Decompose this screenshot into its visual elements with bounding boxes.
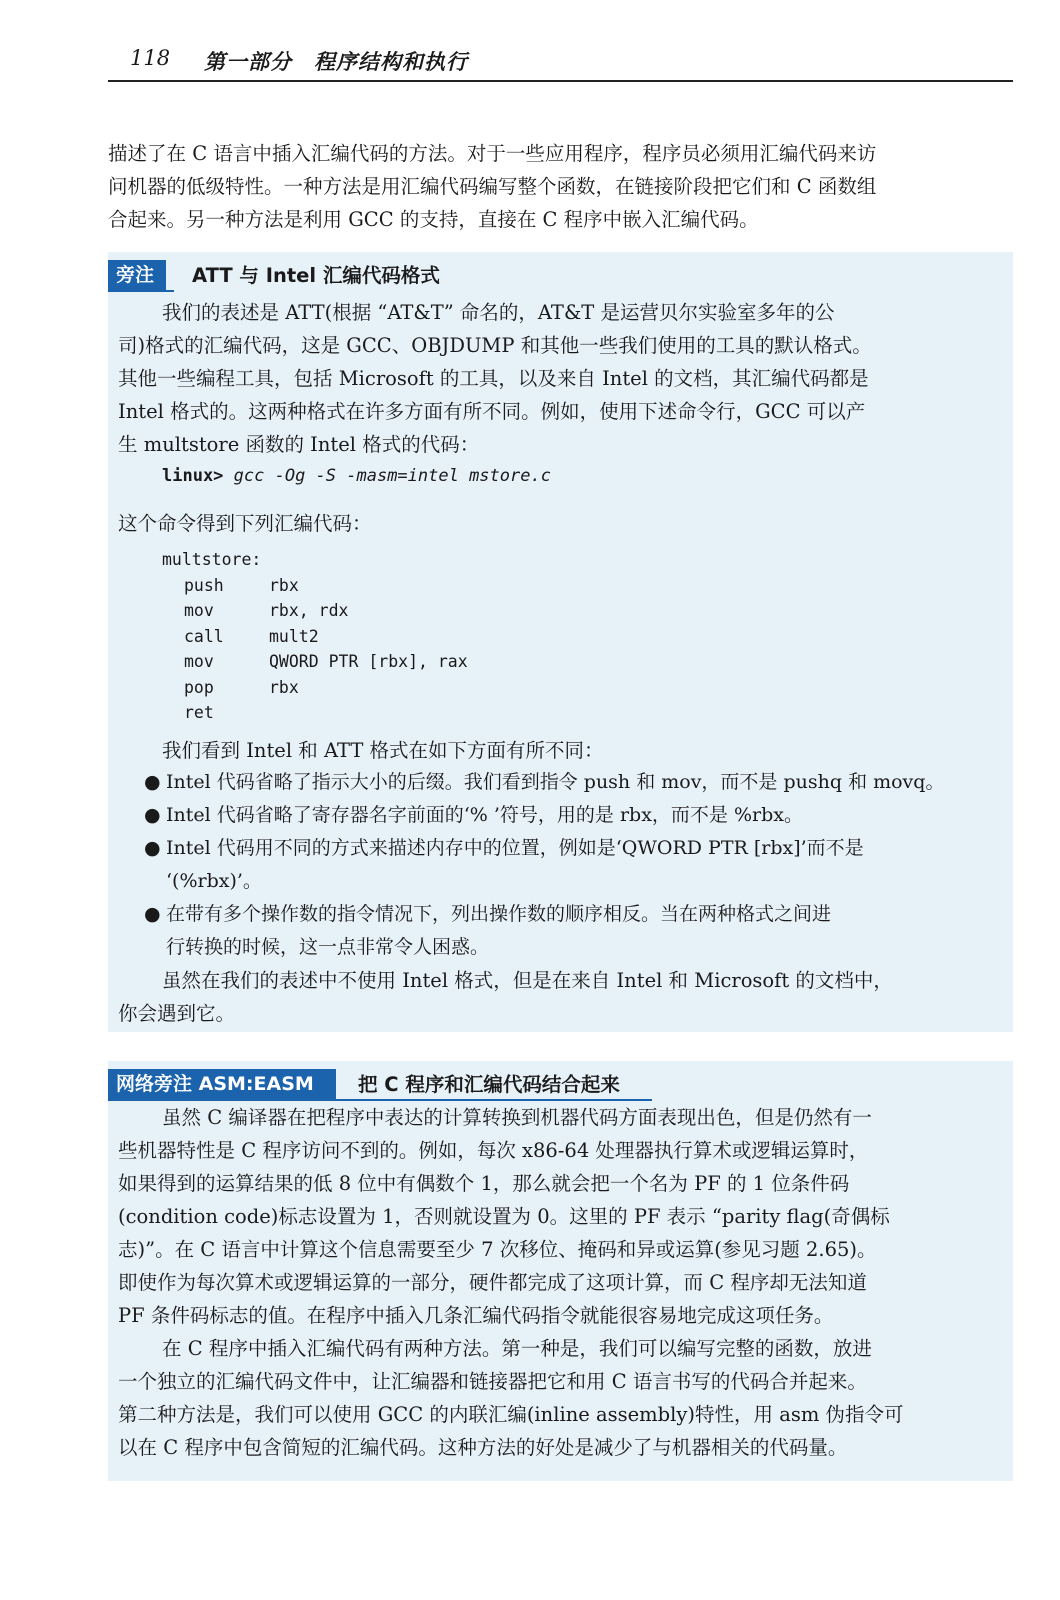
aside-title: ATT 与 Intel 汇编代码格式 [192, 264, 440, 287]
aside-asm-easm [108, 1061, 1013, 1481]
bullet-text: 行转换的时候，这一点非常令人困惑。 [166, 936, 490, 958]
code-args: rbx [269, 575, 299, 595]
code-line [162, 624, 468, 650]
text-line: 描述了在 C 语言中插入汇编代码的方法。对于一些应用程序，程序员必须用汇编代码来访 [108, 142, 877, 165]
code-op: ret [184, 703, 214, 722]
aside-paragraph [118, 1101, 988, 1464]
bullet-text: Intel 代码省略了指示大小的后缀。我们看到指令 push 和 mov，而不是 pushq 和 movq。 [166, 771, 945, 793]
code-intro: 这个命令得到下列汇编代码： [118, 512, 372, 535]
code-args: rbx [269, 677, 299, 697]
text-line: Intel 格式的。这两种格式在许多方面有所不同。例如，使用下述命令行，GCC 可以产 [118, 400, 866, 423]
aside-tag: 网络旁注 ASM:EASM [108, 1069, 336, 1099]
text-line: 些机器特性是 C 程序访问不到的。例如，每次 x86-64 处理器执行算术或逻辑运算时， [118, 1139, 869, 1162]
code-op: pop [184, 677, 214, 697]
page-header [108, 46, 1013, 82]
text-line: 以在 C 程序中包含简短的汇编代码。这种方法的好处是减少了与机器相关的代码量。 [118, 1436, 848, 1459]
code-label: multstore: [162, 550, 262, 569]
bullet-icon: ● [144, 771, 161, 793]
code-op: push [184, 575, 224, 595]
text-line: PF 条件码标志的值。在程序中插入几条汇编代码指令就能很容易地完成这项任务。 [118, 1304, 834, 1327]
code-args: mult2 [269, 626, 319, 646]
text-line: 虽然 C 编译器在把程序中表达的计算转换到机器代码方面表现出色，但是仍然有一 [162, 1106, 872, 1129]
assembly-listing [162, 547, 468, 726]
text-line: (condition code)标志设置为 1，否则就设置为 0。这里的 PF 表示 “parity flag(奇偶标 [118, 1205, 890, 1228]
bullet-item [144, 898, 984, 964]
command-prompt: linux> [162, 466, 224, 486]
code-line [162, 649, 468, 675]
bullet-item [144, 766, 984, 799]
bullet-text: ‘(%rbx)’。 [166, 870, 262, 892]
page-number: 118 [130, 46, 171, 70]
text-line: 合起来。另一种方法是利用 GCC 的支持，直接在 C 程序中嵌入汇编代码。 [108, 208, 759, 231]
aside-paragraph [118, 296, 988, 461]
text-line: 在 C 程序中插入汇编代码有两种方法。第一种是，我们可以编写完整的函数，放进 [162, 1337, 872, 1360]
bullet-text: Intel 代码省略了寄存器名字前面的‘% ’符号，用的是 rbx，而不是 %rbx。 [166, 804, 803, 826]
code-op: mov [184, 652, 214, 671]
running-title: 第一部分 程序结构和执行 [204, 49, 468, 74]
text-line: 其他一些编程工具，包括 Microsoft 的工具，以及来自 Intel 的文档，其汇编代码都是 [118, 367, 869, 390]
code-line [162, 700, 468, 726]
code-args: rbx, rdx [269, 601, 349, 620]
aside-tag: 旁注 [108, 260, 166, 290]
aside-title: 把 C 程序和汇编代码结合起来 [358, 1073, 620, 1096]
text-line: 问机器的低级特性。一种方法是用汇编代码编写整个函数，在链接阶段把它们和 C 函数组 [108, 175, 877, 198]
code-op: mov [184, 601, 214, 620]
diff-intro: 我们看到 Intel 和 ATT 格式在如下方面有所不同： [162, 739, 604, 762]
bullet-item [144, 832, 984, 898]
intro-paragraph [108, 137, 1008, 236]
bullet-icon: ● [144, 903, 161, 925]
code-args: QWORD PTR [rbx], rax [269, 652, 468, 671]
bullet-icon: ● [144, 837, 161, 859]
bullet-text: 在带有多个操作数的指令情况下，列出操作数的顺序相反。当在两种格式之间进 [166, 903, 832, 925]
command-text: gcc -Og -S -masm=intel mstore.c [233, 466, 551, 486]
text-line: 我们的表述是 ATT(根据 “AT&T” 命名的，AT&T 是运营贝尔实验室多年的公 [162, 301, 835, 324]
aside-underline [108, 290, 174, 292]
text-line: 司)格式的汇编代码，这是 GCC、OBJDUMP 和其他一些我们使用的工具的默认格式。 [118, 334, 872, 357]
command-line [162, 466, 551, 486]
bullet-icon: ● [144, 804, 161, 826]
aside-closing [118, 964, 988, 1030]
aside-att-intel [108, 252, 1013, 1032]
text-line: 志)”。在 C 语言中计算这个信息需要至少 7 次移位、掩码和异或运算(参见习题 2.65)。 [118, 1238, 877, 1261]
code-line [162, 675, 468, 701]
code-op: call [184, 626, 224, 646]
code-line [162, 573, 468, 599]
code-line [162, 598, 468, 624]
text-line: 即使作为每次算术或逻辑运算的一部分，硬件都完成了这项计算，而 C 程序却无法知道 [118, 1271, 867, 1294]
text-line: 一个独立的汇编代码文件中，让汇编器和链接器把它和用 C 语言书写的代码合并起来。 [118, 1370, 867, 1393]
text-line: 如果得到的运算结果的低 8 位中有偶数个 1，那么就会把一个名为 PF 的 1 位条件码 [118, 1172, 850, 1195]
text-line: 第二种方法是，我们可以使用 GCC 的内联汇编(inline assembly)特性，用 asm 伪指令可 [118, 1403, 904, 1426]
bullet-text: Intel 代码用不同的方式来描述内存中的位置，例如是‘QWORD PTR [rbx]’而不是 [166, 837, 864, 859]
text-line: 你会遇到它。 [118, 1002, 236, 1025]
text-line: 虽然在我们的表述中不使用 Intel 格式，但是在来自 Intel 和 Microsoft 的文档中， [162, 969, 893, 992]
text-line: 生 multstore 函数的 Intel 格式的代码： [118, 433, 480, 456]
bullet-item [144, 799, 984, 832]
